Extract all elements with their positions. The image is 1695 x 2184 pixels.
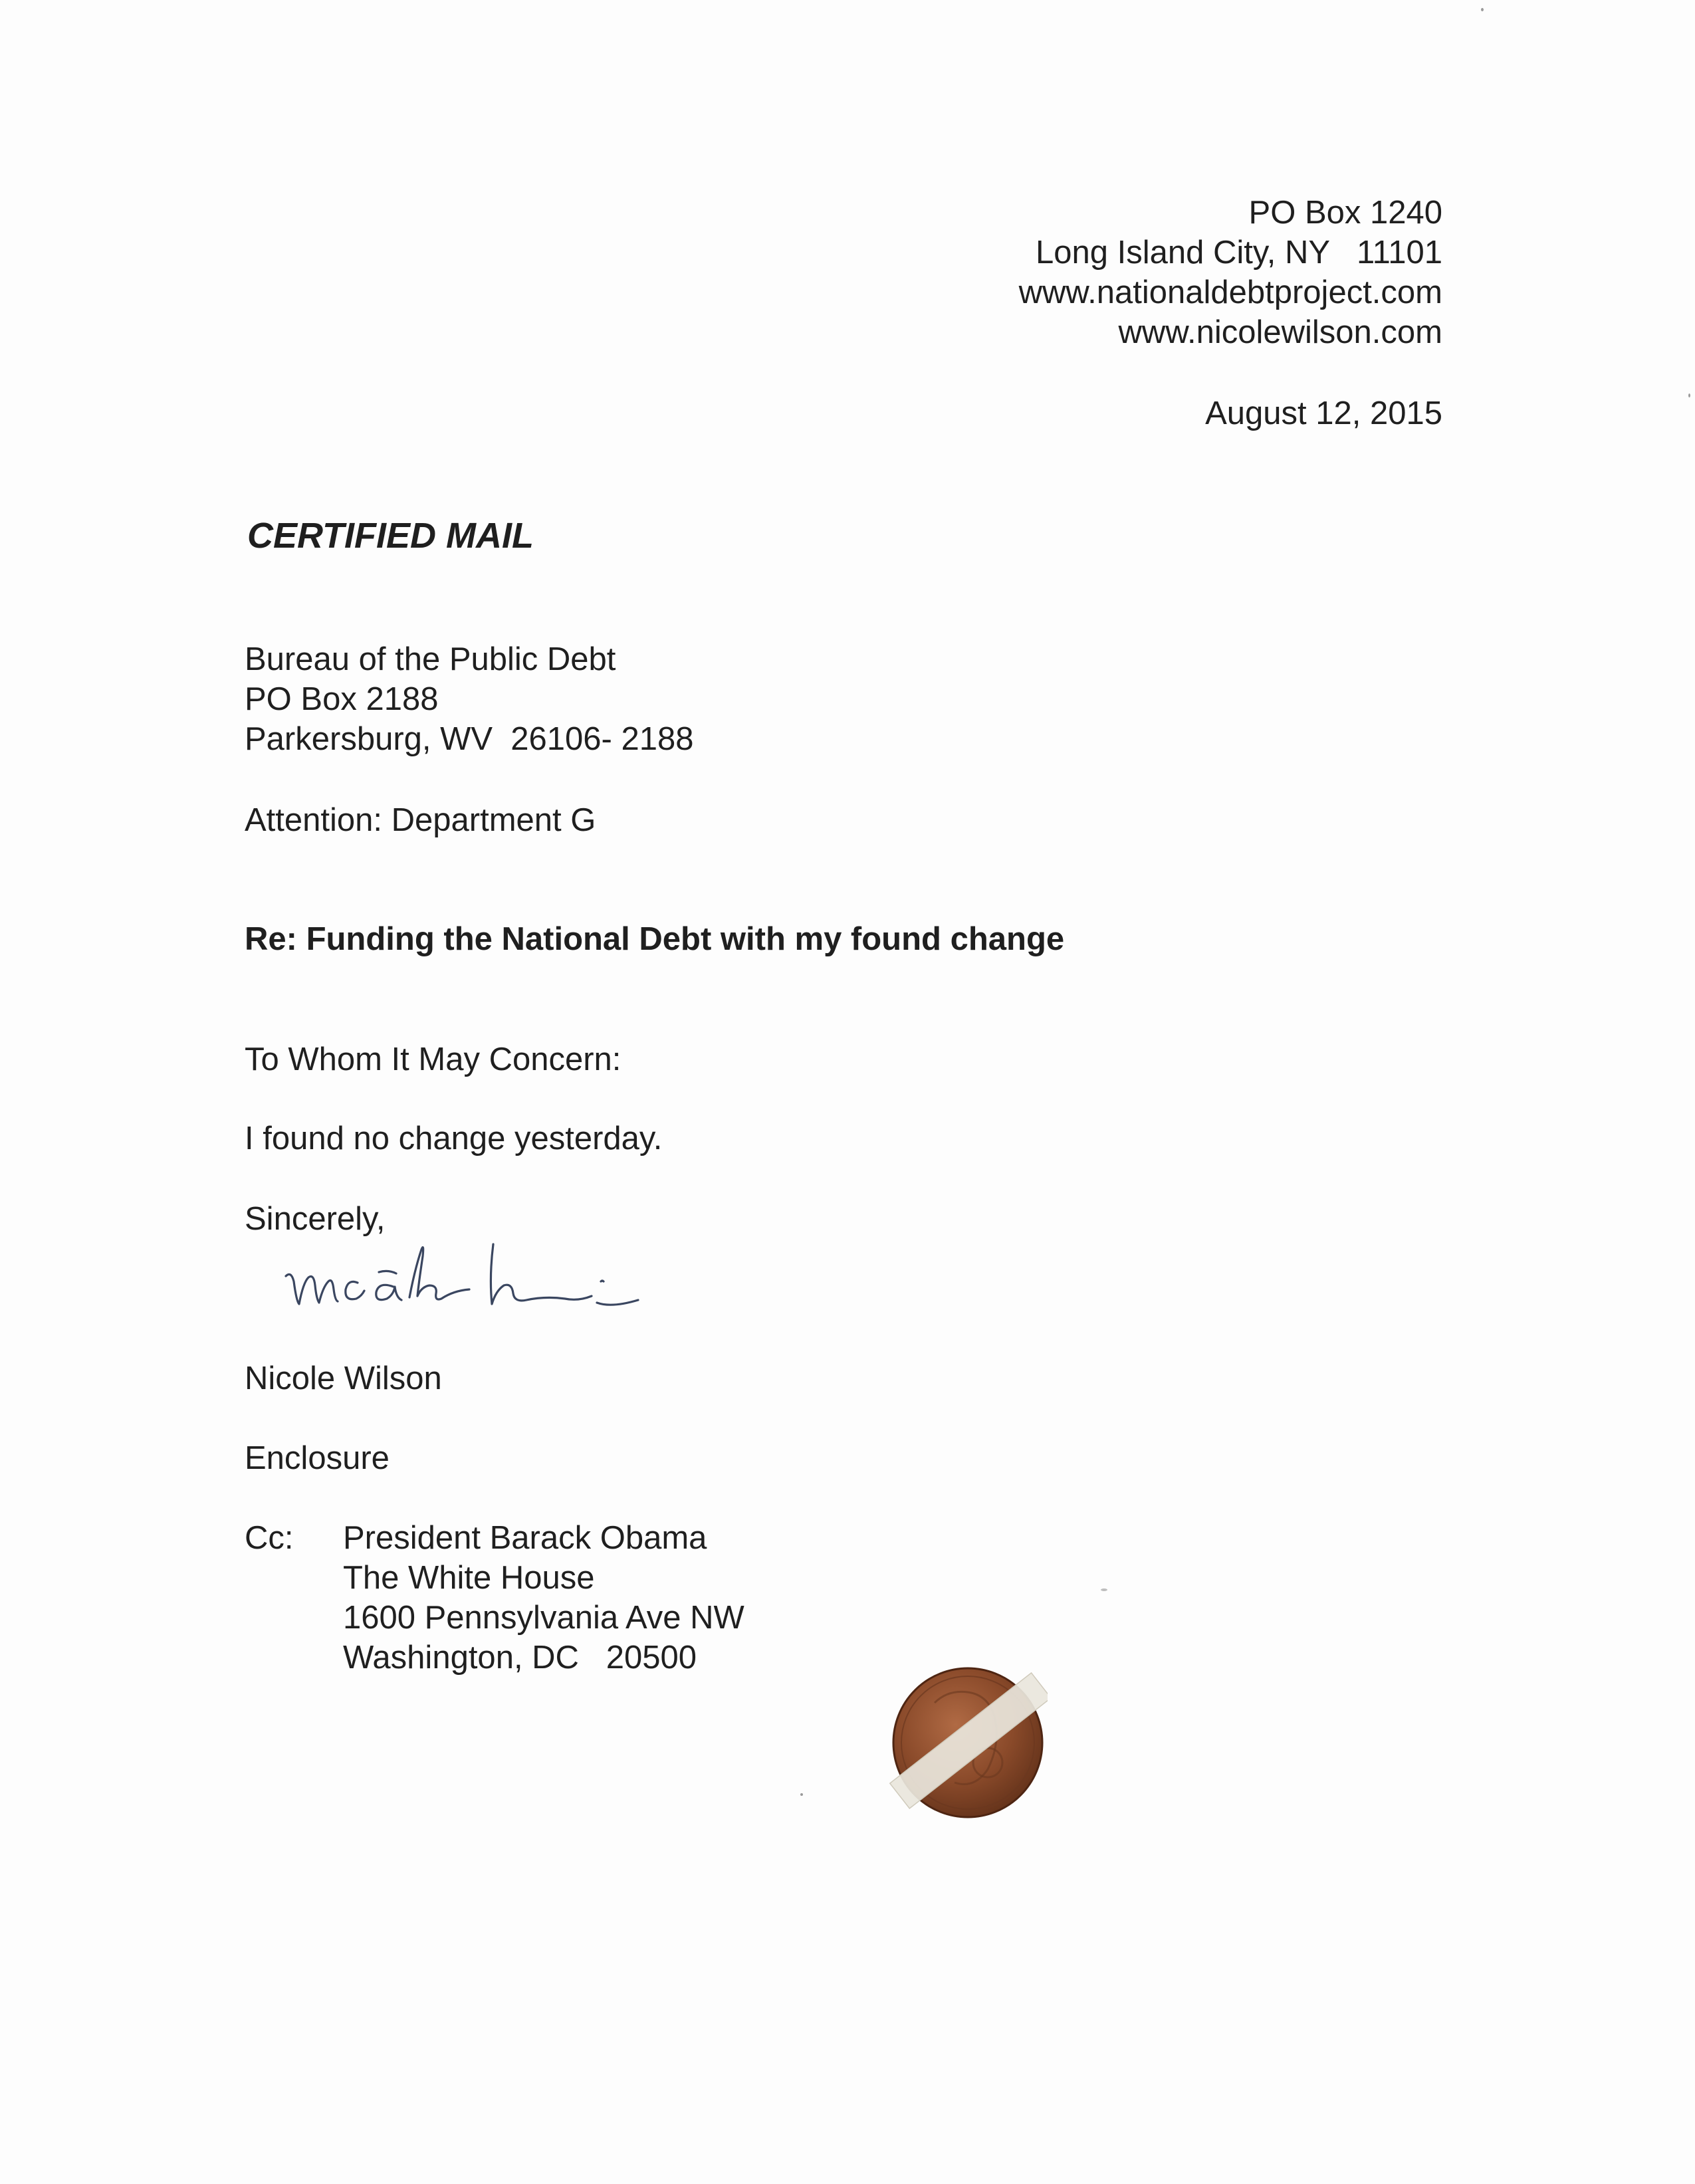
cc-street: 1600 Pennsylvania Ave NW — [343, 1600, 744, 1636]
signer-name: Nicole Wilson — [245, 1361, 442, 1396]
scan-speck — [1688, 393, 1690, 397]
scan-speck — [800, 1793, 803, 1796]
handwritten-signature — [279, 1230, 671, 1329]
attention-line: Attention: Department G — [245, 802, 596, 838]
letter-body: I found no change yesterday. — [245, 1121, 663, 1156]
sender-address-block — [1019, 193, 1442, 352]
sender-website-1: www.nationaldebtproject.com — [1018, 274, 1442, 310]
recipient-city-line: Parkersburg, WV 26106- 2188 — [245, 721, 694, 757]
recipient-name: Bureau of the Public Debt — [245, 641, 616, 677]
cc-name: President Barack Obama — [343, 1520, 707, 1556]
sender-website-2: www.nicolewilson.com — [1118, 314, 1442, 350]
letter-date: August 12, 2015 — [1205, 395, 1442, 431]
recipient-po-box: PO Box 2188 — [245, 681, 439, 717]
cc-city-line: Washington, DC 20500 — [343, 1640, 697, 1676]
salutation: To Whom It May Concern: — [245, 1041, 622, 1077]
cc-org: The White House — [343, 1560, 595, 1596]
scan-speck — [1481, 8, 1484, 11]
scan-speck — [1101, 1588, 1107, 1591]
certified-mail-notice: CERTIFIED MAIL — [247, 516, 534, 556]
cc-address-block — [343, 1518, 744, 1678]
taped-penny-coin-icon — [888, 1663, 1048, 1822]
subject-line: Re: Funding the National Debt with my found change — [245, 921, 1065, 957]
enclosure-note: Enclosure — [245, 1440, 390, 1476]
closing: Sincerely, — [245, 1201, 386, 1237]
sender-city-line: Long Island City, NY 11101 — [1036, 235, 1442, 271]
sender-po-box: PO Box 1240 — [1248, 195, 1442, 231]
recipient-address-block — [245, 639, 693, 759]
cc-label: Cc: — [245, 1520, 294, 1556]
